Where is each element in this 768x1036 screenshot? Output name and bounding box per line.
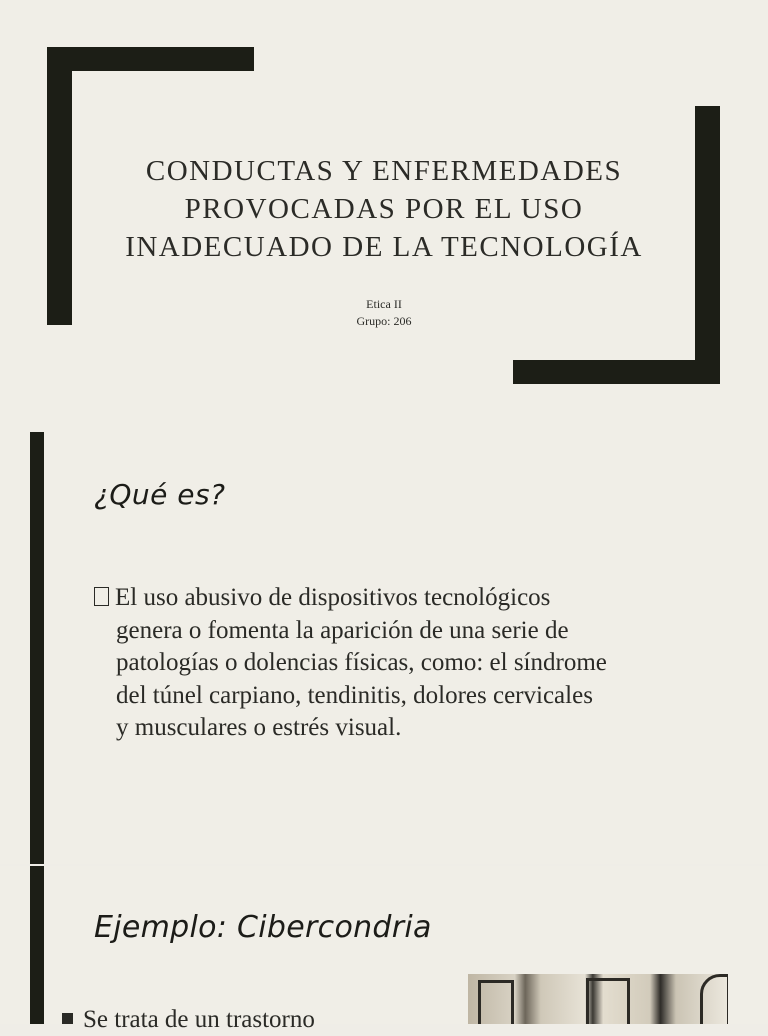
accent-bar bbox=[30, 432, 44, 864]
corner-bracket-top-left-horizontal bbox=[47, 47, 254, 71]
slide-title-line: PROVOCADAS POR EL USO bbox=[184, 193, 584, 225]
bullet-line: del túnel carpiano, tendinitis, dolores cervicales bbox=[116, 681, 593, 709]
slide-heading: ¿Qué es? bbox=[94, 478, 226, 511]
example-slide bbox=[0, 866, 768, 1033]
bullet-paragraph bbox=[94, 582, 704, 745]
photo-window-frame bbox=[478, 980, 514, 1024]
bullet-line: patologías o dolencias físicas, como: el síndrome bbox=[116, 649, 607, 676]
title-slide bbox=[0, 0, 768, 432]
slide-heading: Ejemplo: Cibercondria bbox=[94, 910, 432, 945]
definition-slide bbox=[0, 432, 768, 864]
bullet-line: genera o fomenta la aparición de una serie de bbox=[116, 616, 569, 644]
accent-bar bbox=[30, 866, 44, 1024]
checkbox-bullet-icon bbox=[94, 587, 109, 606]
bullet-line bbox=[94, 582, 704, 615]
group-number: Grupo: 206 bbox=[356, 314, 412, 328]
room-photo bbox=[468, 974, 728, 1024]
bullet-line: y musculares o estrés visual. bbox=[116, 714, 402, 741]
photo-door-frame bbox=[586, 978, 630, 1024]
bullet-text: Se trata de un trastorno bbox=[83, 1006, 315, 1033]
photo-arch-frame bbox=[700, 974, 728, 1024]
bullet-item bbox=[62, 1004, 315, 1036]
slide-title-line: INADECUADO DE LA TECNOLOGÍA bbox=[125, 231, 643, 263]
course-name: Etica II bbox=[366, 297, 402, 311]
corner-bracket-bottom-right-horizontal bbox=[513, 360, 720, 384]
slide-title bbox=[100, 152, 668, 266]
bullet-line-text: El uso abusivo de dispositivos tecnológicos bbox=[115, 584, 551, 611]
corner-bracket-top-left-vertical bbox=[47, 47, 72, 325]
square-bullet-icon bbox=[62, 1013, 73, 1024]
slide-title-line: CONDUCTAS Y ENFERMEDADES bbox=[145, 155, 623, 187]
slide-subtitle bbox=[284, 296, 484, 330]
corner-bracket-bottom-right-vertical bbox=[695, 106, 720, 384]
